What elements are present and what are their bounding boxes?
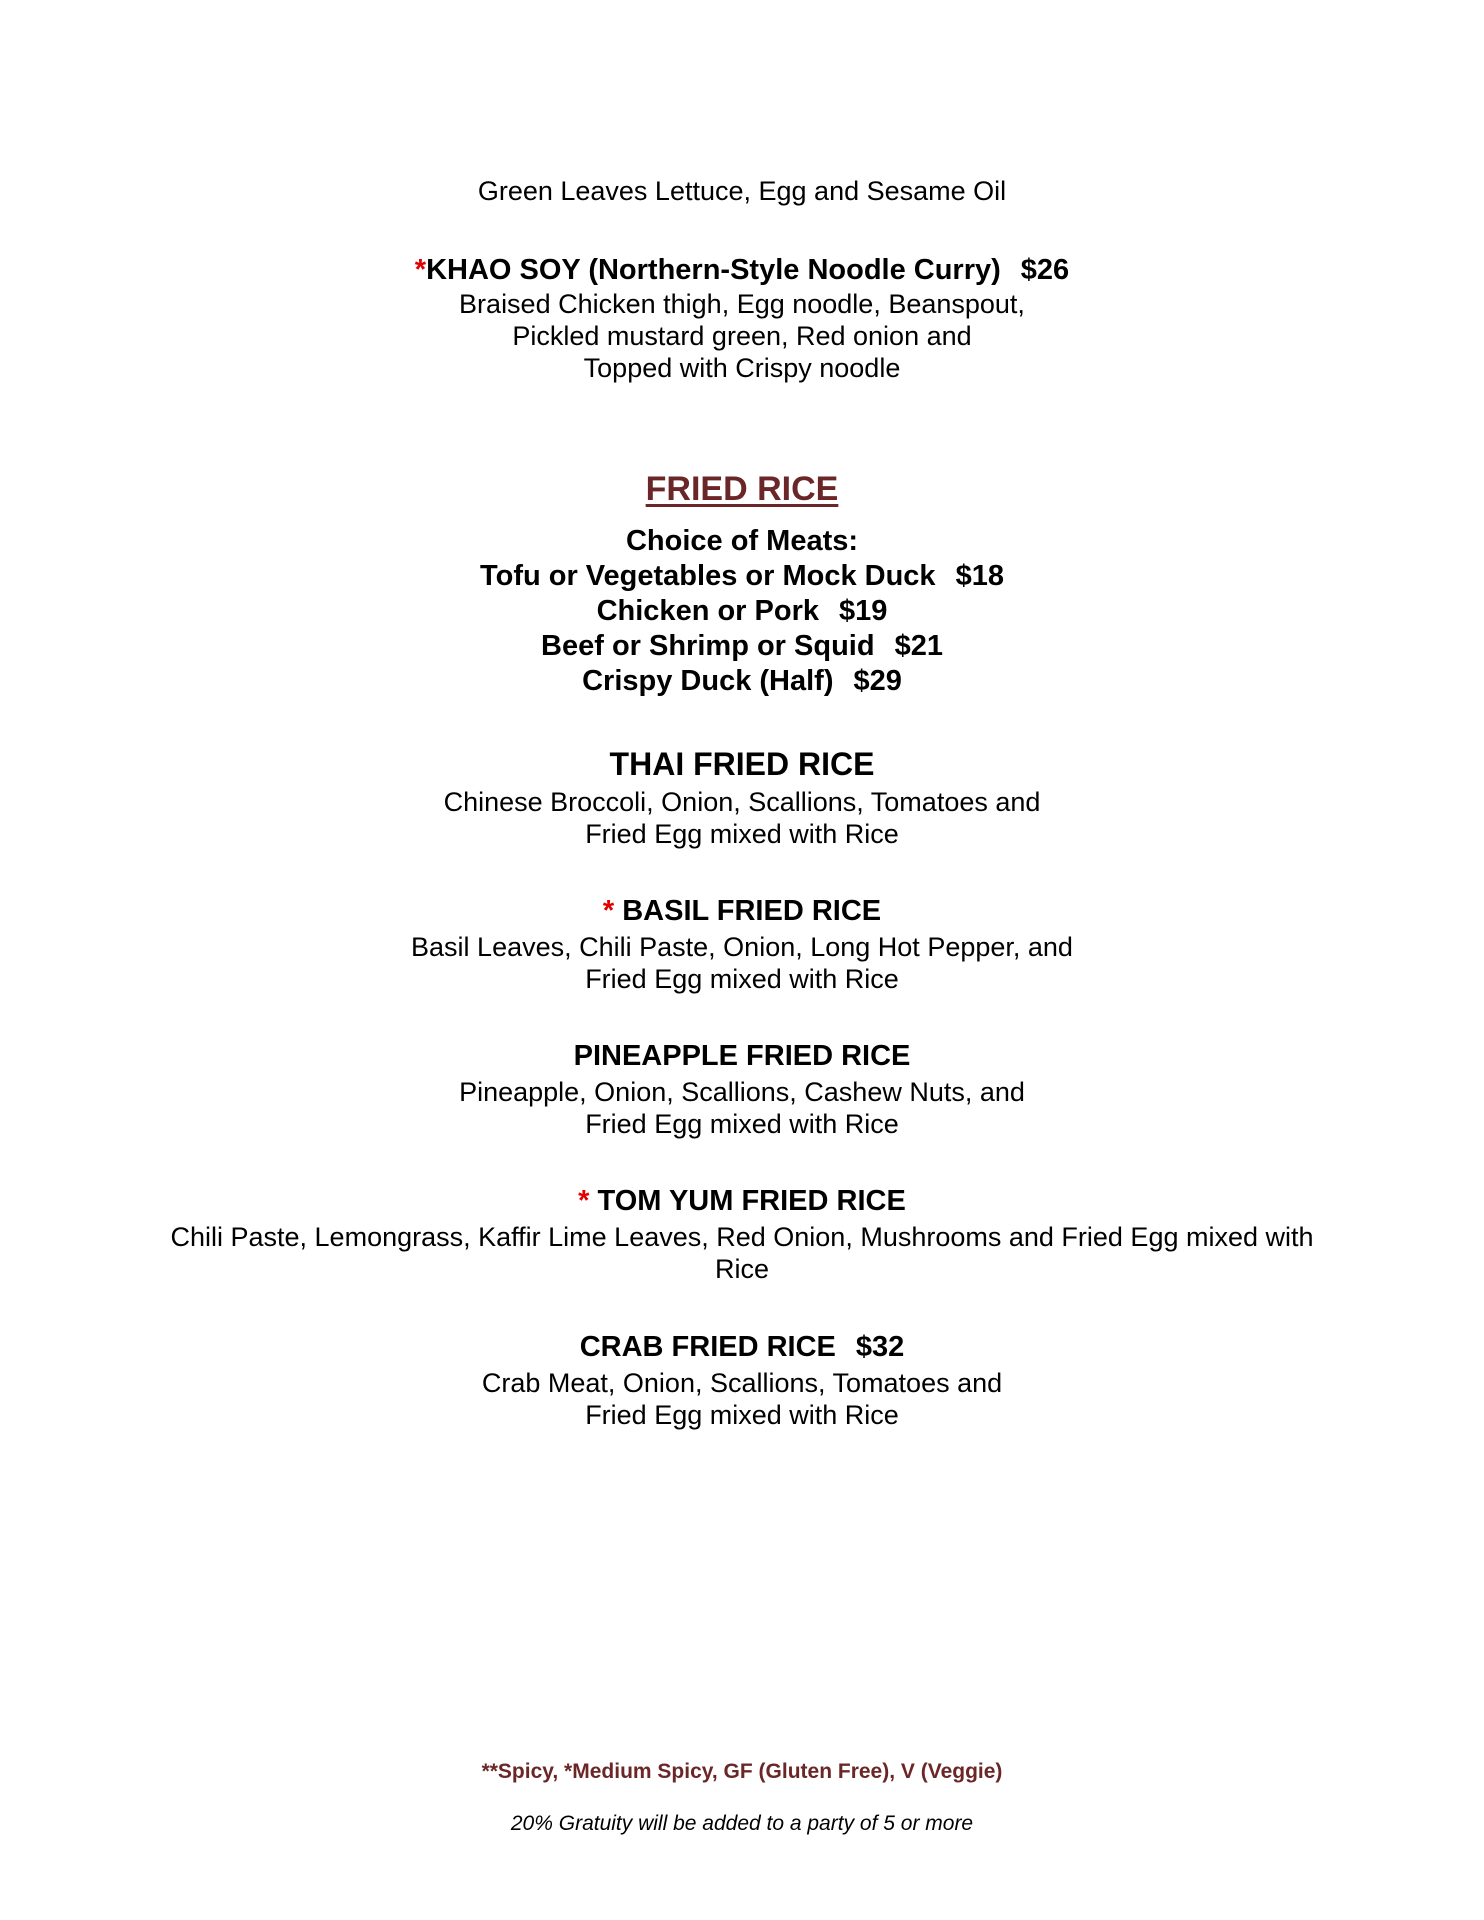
dish-desc-line: Fried Egg mixed with Rice xyxy=(585,964,899,994)
meat-option-price: $19 xyxy=(839,595,888,627)
meat-option xyxy=(0,629,1484,664)
meats-title: Choice of Meats: xyxy=(625,525,859,557)
dish-desc-line: Basil Leaves, Chili Paste, Onion, Long Hot Pepper, and xyxy=(411,932,1073,962)
dish-name: THAI FRIED RICE xyxy=(609,746,875,782)
dish-price: $26 xyxy=(1020,254,1070,286)
meat-option-label: Beef or Shrimp or Squid xyxy=(541,630,875,662)
khao-soy-desc-line: Topped with Crispy noodle xyxy=(583,353,901,383)
khao-soy-desc-line: Braised Chicken thigh, Egg noodle, Beanspout, xyxy=(459,289,1025,319)
dish-title xyxy=(0,1038,1484,1074)
dish-name: KHAO SOY (Northern-Style Noodle Curry) xyxy=(426,254,1001,286)
meat-option-price: $18 xyxy=(955,560,1004,592)
dish-title xyxy=(0,1183,1484,1219)
dish-desc-line: Fried Egg mixed with Rice xyxy=(585,1109,899,1139)
dish-price: $32 xyxy=(855,1331,905,1363)
dish-title xyxy=(0,1329,1484,1365)
dish-desc-line: Chinese Broccoli, Onion, Scallions, Tomatoes and xyxy=(443,787,1041,817)
section-heading-fried-rice: FRIED RICE xyxy=(645,470,839,508)
meat-option-label: Crispy Duck (Half) xyxy=(582,665,834,697)
dish-name: BASIL FRIED RICE xyxy=(622,895,882,927)
dish-desc-line: Fried Egg mixed with Rice xyxy=(585,1400,899,1430)
meat-option xyxy=(0,559,1484,594)
meat-option xyxy=(0,664,1484,699)
dish-title xyxy=(0,893,1484,929)
carryover-description: Green Leaves Lettuce, Egg and Sesame Oil xyxy=(477,176,1007,206)
dish-desc-line: Crab Meat, Onion, Scallions, Tomatoes and xyxy=(481,1368,1003,1398)
dish-desc-line: Rice xyxy=(714,1254,769,1284)
medium-spicy-marker: * xyxy=(602,895,615,927)
meat-option-label: Chicken or Pork xyxy=(596,595,819,627)
dish-name: CRAB FRIED RICE xyxy=(579,1331,836,1363)
dish-name: TOM YUM FRIED RICE xyxy=(597,1185,906,1217)
meat-option-price: $21 xyxy=(894,630,943,662)
meat-option-label: Tofu or Vegetables or Mock Duck xyxy=(480,560,936,592)
medium-spicy-marker: * xyxy=(414,254,427,286)
dish-desc-line: Fried Egg mixed with Rice xyxy=(585,819,899,849)
khao-soy-title xyxy=(0,252,1484,288)
dish-desc-line: Chili Paste, Lemongrass, Kaffir Lime Leaves, Red Onion, Mushrooms and Fried Egg mixed with xyxy=(170,1222,1314,1252)
dish-name: PINEAPPLE FRIED RICE xyxy=(573,1040,911,1072)
meat-option-price: $29 xyxy=(853,665,902,697)
meat-option xyxy=(0,594,1484,629)
spice-legend: **Spicy, *Medium Spicy, GF (Gluten Free), V (Veggie) xyxy=(481,1760,1003,1783)
gratuity-note: 20% Gratuity will be added to a party of 5 or more xyxy=(510,1812,974,1835)
khao-soy-desc-line: Pickled mustard green, Red onion and xyxy=(512,321,972,351)
dish-title xyxy=(0,746,1484,782)
dish-desc-line: Pineapple, Onion, Scallions, Cashew Nuts, and xyxy=(459,1077,1025,1107)
medium-spicy-marker: * xyxy=(578,1185,590,1217)
